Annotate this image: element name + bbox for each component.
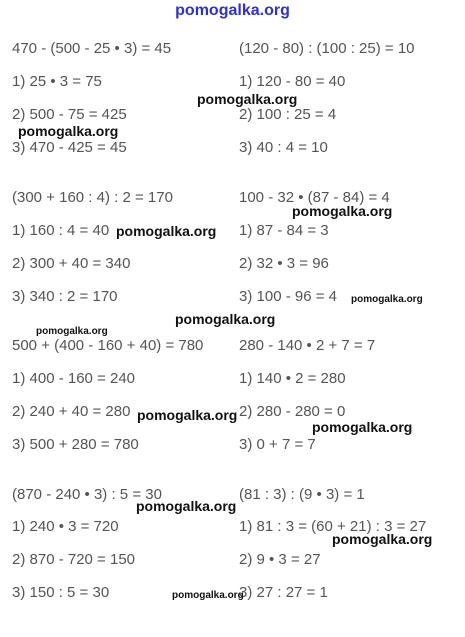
problem-4-left-step-3: 3) 150 : 5 = 30	[12, 584, 110, 601]
problem-1-left-step-3: 3) 470 - 425 = 45	[12, 139, 127, 156]
problem-4-left-step-2: 2) 870 - 720 = 150	[12, 551, 136, 568]
problem-1-right-step-2: 2) 100 : 25 = 4	[239, 106, 337, 123]
problem-3-right-step-3: 3) 0 + 7 = 7	[239, 436, 316, 453]
watermark: pomogalka.org	[197, 91, 298, 107]
watermark: pomogalka.org	[292, 203, 393, 219]
problem-2-right-step-2: 2) 32 • 3 = 96	[239, 255, 329, 272]
watermark: pomogalka.org	[36, 326, 108, 337]
problem-1-left-step-1: 1) 25 • 3 = 75	[12, 73, 102, 90]
problem-2-left-step-2: 2) 300 + 40 = 340	[12, 255, 131, 272]
problem-3-right-step-2: 2) 280 - 280 = 0	[239, 403, 346, 420]
watermark: pomogalka.org	[312, 419, 413, 435]
problem-4-right-expression: (81 : 3) : (9 • 3) = 1	[239, 486, 365, 503]
watermark: pomogalka.org	[116, 223, 217, 239]
problem-1-left-step-2: 2) 500 - 75 = 425	[12, 106, 127, 123]
problem-3-left-step-3: 3) 500 + 280 = 780	[12, 436, 139, 453]
problem-3-left-step-2: 2) 240 + 40 = 280	[12, 403, 131, 420]
problem-2-left-step-3: 3) 340 : 2 = 170	[12, 288, 118, 305]
problem-3-left-expression: 500 + (400 - 160 + 40) = 780	[12, 337, 204, 354]
problem-1-right-step-1: 1) 120 - 80 = 40	[239, 73, 346, 90]
problem-2-left-step-1: 1) 160 : 4 = 40	[12, 222, 110, 239]
problem-1-left-expression: 470 - (500 - 25 • 3) = 45	[12, 40, 172, 57]
watermark: pomogalka.org	[351, 294, 423, 305]
problem-3-right-expression: 280 - 140 • 2 + 7 = 7	[239, 337, 376, 354]
watermark: pomogalka.org	[172, 590, 244, 601]
watermark: pomogalka.org	[137, 407, 238, 423]
problem-2-left-expression: (300 + 160 : 4) : 2 = 170	[12, 189, 173, 206]
header-watermark: pomogalka.org	[175, 2, 290, 19]
problem-4-left-expression: (870 - 240 • 3) : 5 = 30	[12, 486, 162, 503]
problem-4-right-step-3: 3) 27 : 27 = 1	[239, 584, 328, 601]
problem-2-right-expression: 100 - 32 • (87 - 84) = 4	[239, 189, 390, 206]
watermark: pomogalka.org	[332, 531, 433, 547]
problem-2-right-step-3: 3) 100 - 96 = 4	[239, 288, 337, 305]
watermark: pomogalka.org	[136, 498, 237, 514]
problem-1-right-expression: (120 - 80) : (100 : 25) = 10	[239, 40, 415, 57]
watermark: pomogalka.org	[18, 123, 119, 139]
problem-4-right-step-2: 2) 9 • 3 = 27	[239, 551, 321, 568]
watermark: pomogalka.org	[175, 311, 276, 327]
problem-4-left-step-1: 1) 240 • 3 = 720	[12, 518, 119, 535]
problem-3-left-step-1: 1) 400 - 160 = 240	[12, 370, 136, 387]
problem-3-right-step-1: 1) 140 • 2 = 280	[239, 370, 346, 387]
problem-4-right-step-1: 1) 81 : 3 = (60 + 21) : 3 = 27	[239, 518, 427, 535]
problem-2-right-step-1: 1) 87 - 84 = 3	[239, 222, 329, 239]
problem-1-right-step-3: 3) 40 : 4 = 10	[239, 139, 328, 156]
